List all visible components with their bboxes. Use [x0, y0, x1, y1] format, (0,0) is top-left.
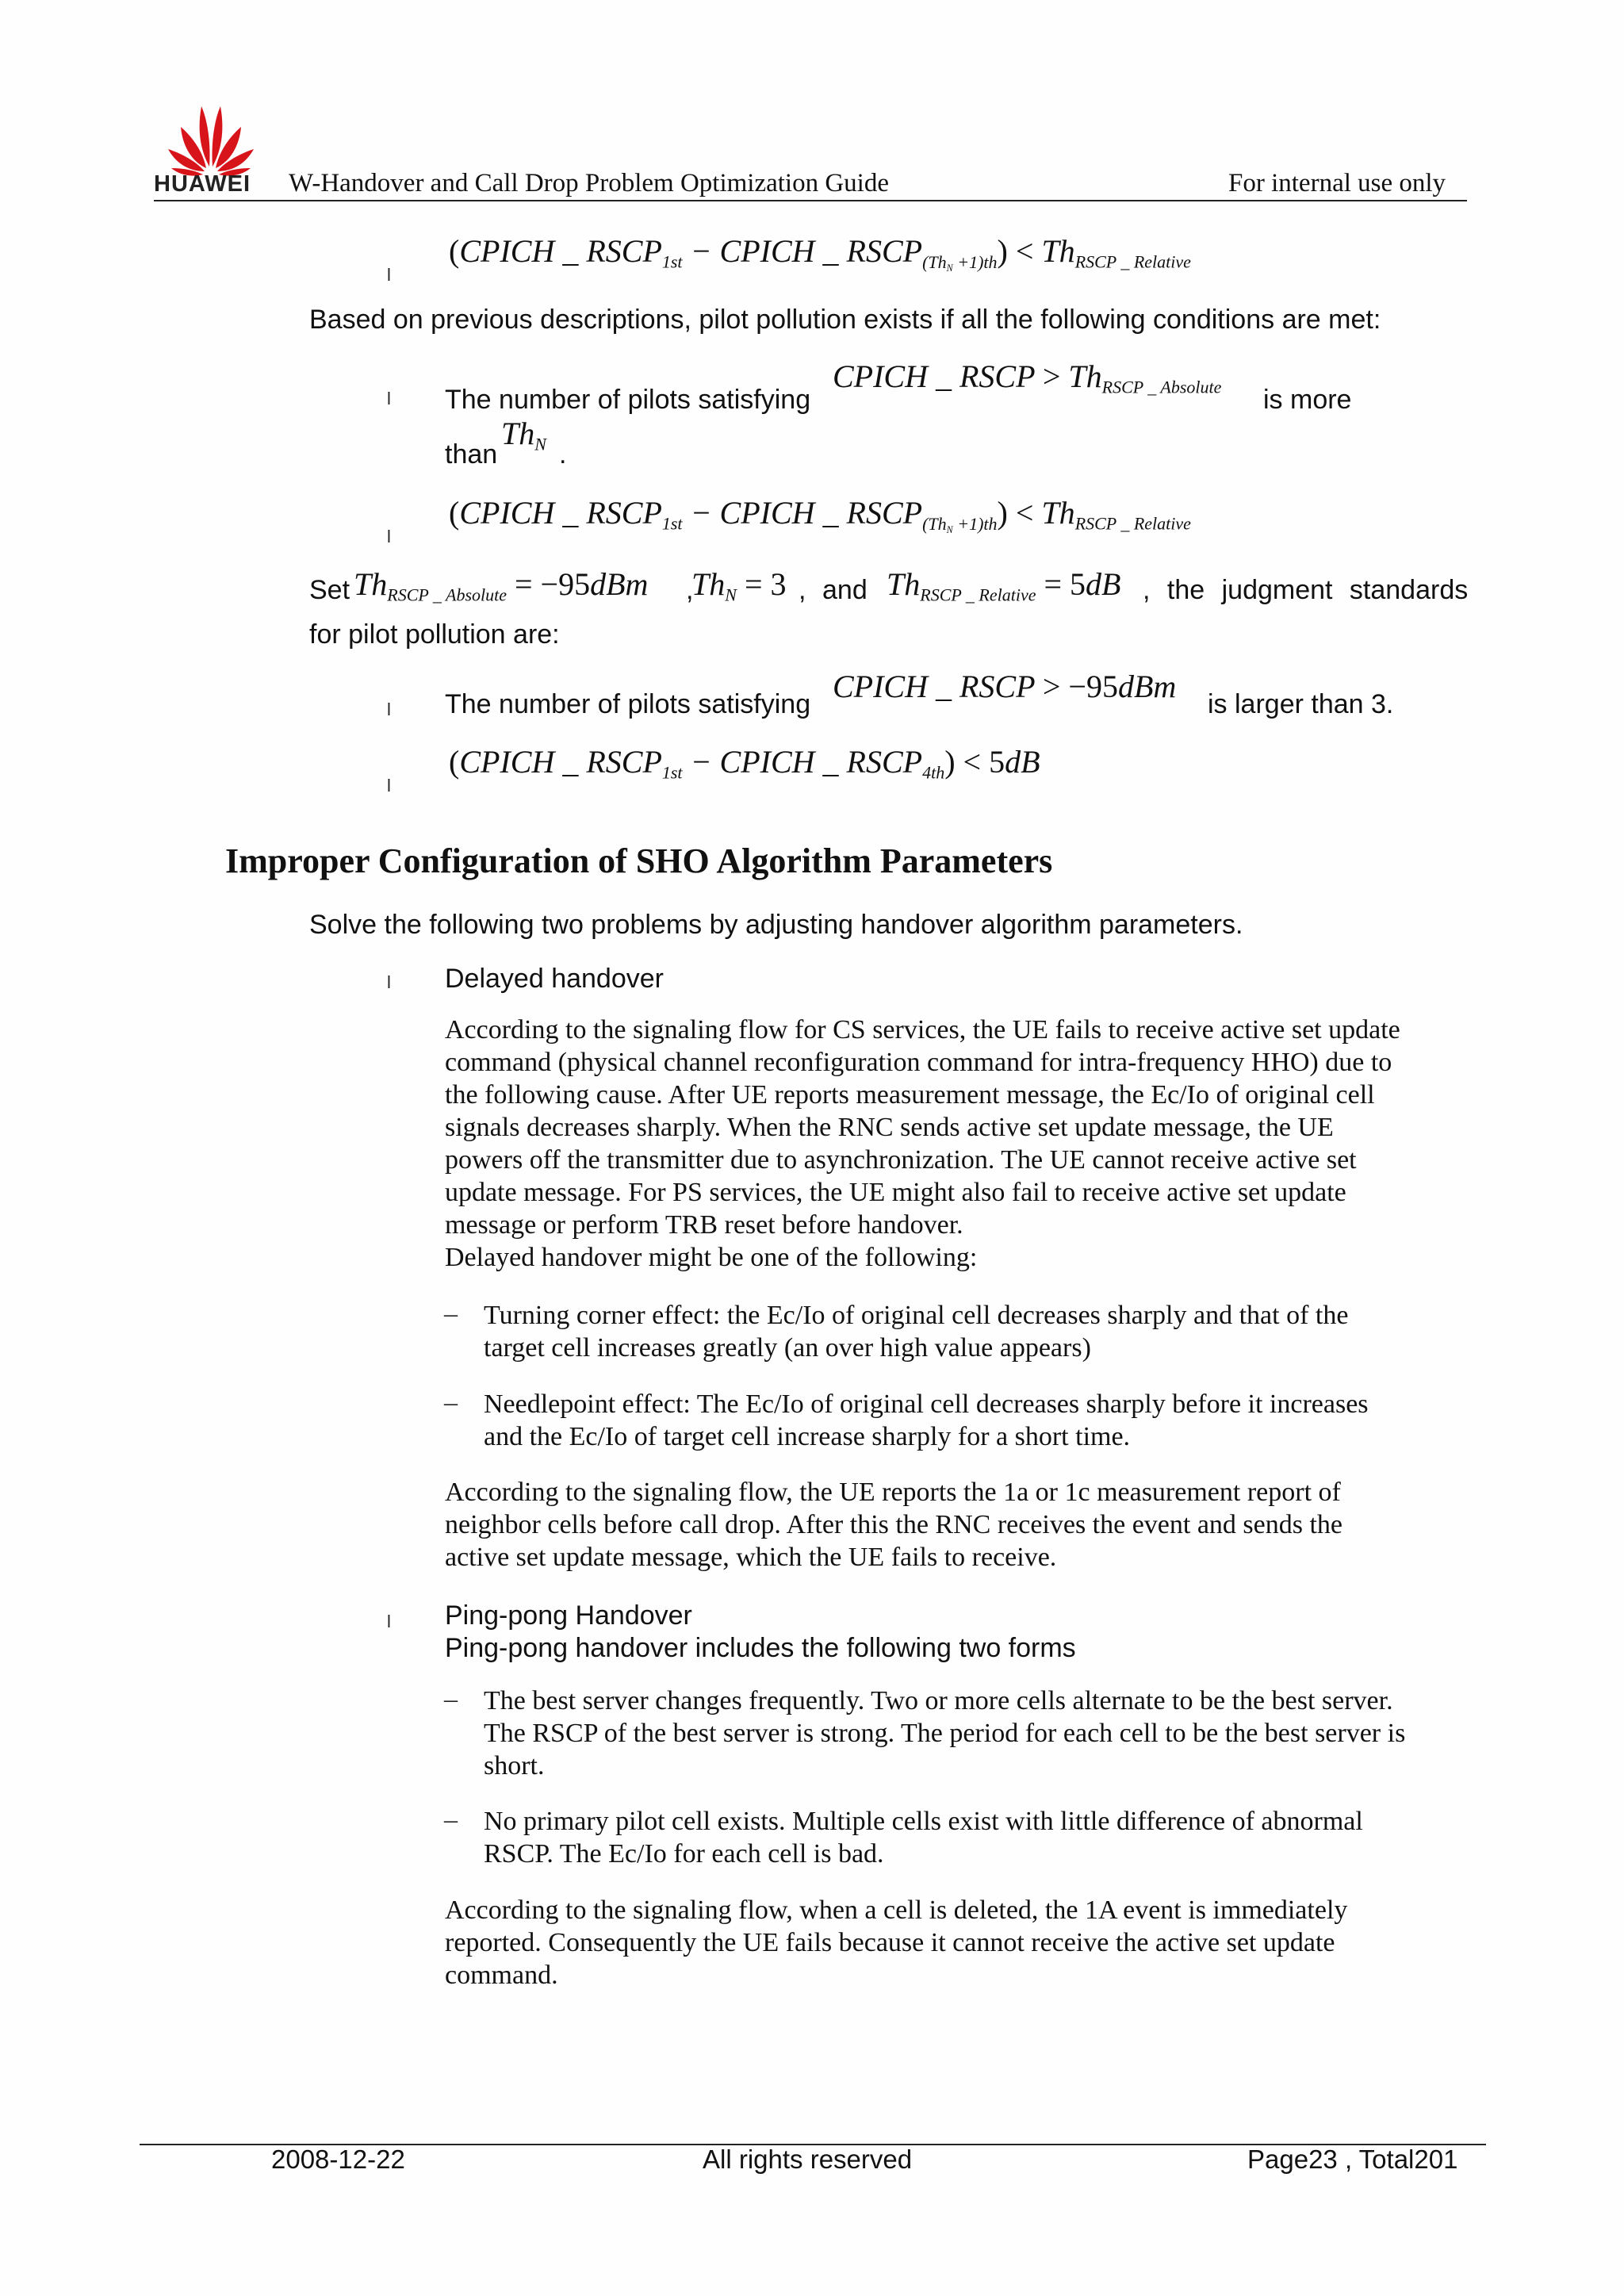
delayed-line: powers off the transmitter due to asynchronization. The UE cannot receive active set — [445, 1145, 1357, 1175]
bullet-5: l — [387, 776, 391, 795]
pingpong-item-1 — [484, 1685, 1405, 1782]
section-heading: Improper Configuration of SHO Algorithm Parameters — [225, 841, 1053, 880]
pingpong-item-line: The best server changes frequently. Two or more cells alternate to be the best server. — [484, 1686, 1393, 1715]
bullet-delayed: l — [387, 972, 391, 992]
huawei-wordmark: HUAWEI — [154, 171, 251, 197]
delayed-after-line: neighbor cells before call drop. After this the RNC receives the event and sends the — [445, 1510, 1343, 1539]
bullet-1: l — [387, 265, 391, 285]
pingpong-after-line: According to the signaling flow, when a cell is deleted, the 1A event is immediately — [445, 1895, 1348, 1925]
delayed-line: message or perform TRB reset before handover. — [445, 1210, 963, 1240]
pingpong-title: Ping-pong Handover — [445, 1600, 692, 1631]
delayed-title: Delayed handover — [445, 964, 664, 994]
pingpong-item-line: The RSCP of the best server is strong. The period for each cell to be the best server is — [484, 1719, 1406, 1748]
formula-relative-2: (CPICH _ $RSCP_{1st}$ − CPICH _ $RSCP_{(Th_N +1)th}) < Th_{RSCP \_ Relative}$ — [449, 495, 1191, 535]
dash-4: – — [444, 1805, 458, 1834]
footer-page: Page23 , Total201 — [1247, 2145, 1458, 2174]
delayed-item-line: and the Ec/Io of target cell increase sharply for a short time. — [484, 1422, 1131, 1451]
paragraph-based-on: Based on previous descriptions, pilot pollution exists if all the following conditions are met: — [309, 305, 1381, 335]
delayed-line: the following cause. After UE reports measurement message, the Ec/Io of original cell — [445, 1080, 1375, 1110]
footer-rights: All rights reserved — [703, 2145, 913, 2174]
delayed-item-1 — [484, 1299, 1348, 1364]
document-title: W-Handover and Call Drop Problem Optimization Guide — [289, 169, 890, 197]
dash-3: – — [444, 1685, 458, 1714]
header-rule — [154, 200, 1467, 201]
bullet-pingpong: l — [387, 1612, 391, 1631]
set-label: Set — [309, 575, 350, 605]
delayed-item-line: Needlepoint effect: The Ec/Io of original cell decreases sharply before it increases — [484, 1389, 1369, 1419]
delayed-line: command (physical channel reconfiguration command for intra-frequency HHO) due to — [445, 1048, 1392, 1077]
bullet-3: l — [387, 527, 391, 546]
formula-set-absolute: $Th_{RSCP \_ Absolute} = -95dBm$ — [354, 566, 649, 605]
formula-relative-1: (CPICH _ $RSCP_{1st}$ − CPICH _ $RSCP_{(Th_N +1)th}) < Th_{RSCP \_ Relative}$ — [449, 233, 1191, 274]
set-comma-2: , — [799, 575, 806, 605]
formula-set-thn: $Th_N = 3$ — [691, 566, 787, 605]
delayed-paragraph — [445, 1014, 1400, 1274]
pingpong-after-line: reported. Consequently the UE fails because it cannot receive the active set update — [445, 1928, 1335, 1957]
pingpong-item-2 — [484, 1805, 1363, 1870]
delayed-item-line: Turning corner effect: the Ec/Io of original cell decreases sharply and that of the — [484, 1301, 1349, 1330]
delayed-item-line: target cell increases greatly (an over high value appears) — [484, 1333, 1091, 1363]
dash-2: – — [444, 1388, 458, 1417]
delayed-after-line: According to the signaling flow, the UE reports the 1a or 1c measurement report of — [445, 1478, 1341, 1507]
delayed-after-line: active set update message, which the UE fails to receive. — [445, 1543, 1057, 1572]
set-comma-1: , — [686, 575, 694, 605]
set-judgment: , the judgment standards — [1143, 575, 1469, 605]
set-and: and — [822, 575, 868, 605]
delayed-item-2 — [484, 1388, 1369, 1453]
formula-95dbm: CPICH _ RSCP > −95dBm — [833, 669, 1177, 704]
condition-larger-than: is larger than 3. — [1208, 689, 1394, 719]
formula-set-relative: $Th_{RSCP \_ Relative} = 5dB$ — [887, 566, 1121, 605]
formula-5db: (CPICH _ $RSCP_{1st}$ − CPICH _ $RSCP_{4th}) < 5dB$ — [449, 744, 1040, 783]
delayed-line: signals decreases sharply. When the RNC sends active set update message, the UE — [445, 1113, 1334, 1142]
footer-date: 2008-12-22 — [271, 2145, 405, 2174]
delayed-line: Delayed handover might be one of the following: — [445, 1243, 978, 1272]
set-for-pilot: for pilot pollution are: — [309, 619, 560, 650]
pingpong-after-line: command. — [445, 1961, 558, 1990]
bullet-4: l — [387, 700, 391, 719]
pingpong-item-line: RSCP. The Ec/Io for each cell is bad. — [484, 1839, 884, 1869]
delayed-line: update message. For PS services, the UE might also fail to receive active set update — [445, 1178, 1346, 1207]
dash-1: – — [444, 1299, 458, 1328]
pingpong-subtitle: Ping-pong handover includes the following two forms — [445, 1633, 1076, 1663]
delayed-line: According to the signaling flow for CS services, the UE fails to receive active set update — [445, 1015, 1400, 1045]
pingpong-item-line: No primary pilot cell exists. Multiple cells exist with little difference of abnormal — [484, 1807, 1363, 1836]
condition-text: The number of pilots satisfying — [445, 385, 811, 415]
delayed-after — [445, 1476, 1342, 1573]
condition-is-more: is more — [1263, 385, 1352, 415]
condition-text-2: The number of pilots satisfying — [445, 689, 811, 719]
formula-absolute: CPICH _ RSCP > $Th_{RSCP \_ Absolute}$ — [833, 358, 1222, 397]
classification-label: For internal use only — [1228, 169, 1446, 197]
formula-thn: $Th_N$ — [501, 416, 546, 454]
condition-period: . — [559, 439, 567, 470]
pingpong-after — [445, 1894, 1347, 1991]
condition-than: than — [445, 439, 498, 470]
pingpong-item-line: short. — [484, 1751, 545, 1780]
bullet-2: l — [387, 389, 391, 408]
section-intro: Solve the following two problems by adjusting handover algorithm parameters. — [309, 910, 1243, 940]
